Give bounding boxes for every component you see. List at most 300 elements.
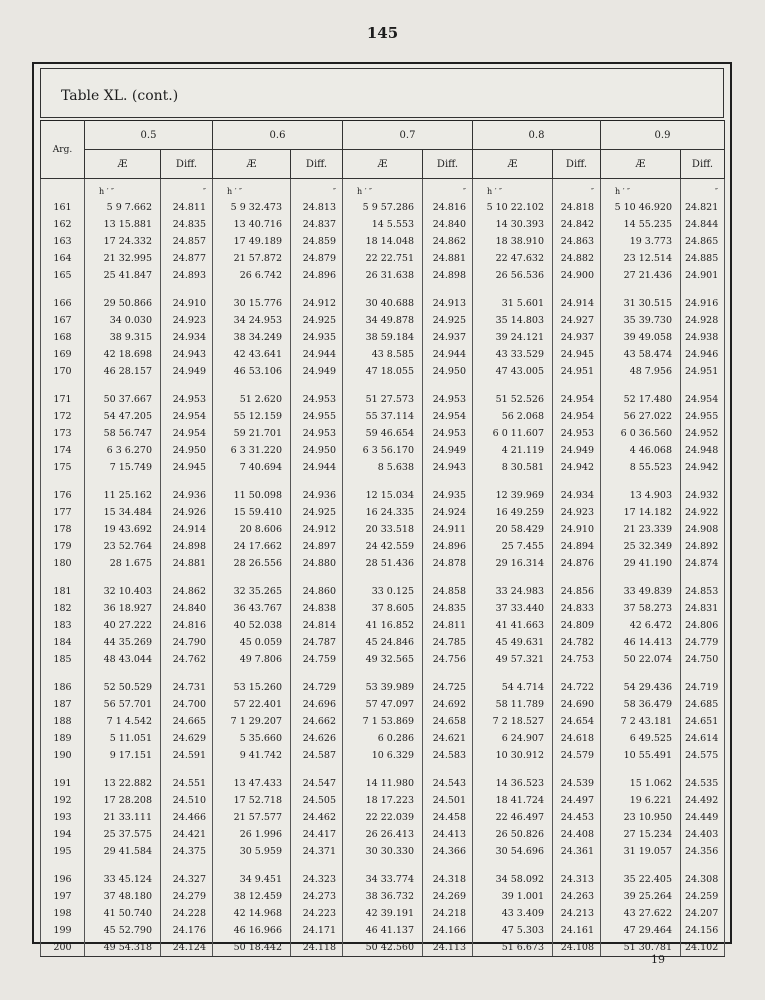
spacer-cell (161, 572, 213, 583)
diff-cell: 24.692 (423, 696, 473, 713)
spacer-cell (343, 764, 423, 775)
page-number: 145 (366, 24, 399, 42)
arg-cell: 188 (41, 713, 85, 730)
ar-cell: 6 24.907 (473, 730, 553, 747)
diff-cell: 24.497 (553, 792, 601, 809)
diff-cell: 24.937 (423, 329, 473, 346)
ephemeris-table (40, 120, 725, 957)
diff-cell: 24.935 (291, 329, 343, 346)
arg-cell: 184 (41, 634, 85, 651)
ar-cell: 41 16.852 (343, 617, 423, 634)
ar-cell: 27 21.436 (601, 267, 681, 284)
ar-cell: 40 27.222 (85, 617, 161, 634)
diff-cell: 24.453 (553, 809, 601, 826)
ar-cell: 34 33.774 (343, 871, 423, 888)
diff-cell: 24.916 (681, 295, 725, 312)
diff-cell: 24.269 (423, 888, 473, 905)
ar-cell: 32 35.265 (213, 583, 291, 600)
ar-header-3: Æ (473, 150, 553, 179)
diff-cell: 24.835 (423, 600, 473, 617)
diff-cell: 24.782 (553, 634, 601, 651)
spacer-cell (343, 284, 423, 295)
ar-cell: 17 52.718 (213, 792, 291, 809)
table-row (41, 555, 725, 572)
spacer-cell (423, 380, 473, 391)
diff-cell: 24.408 (553, 826, 601, 843)
spacer-cell (161, 380, 213, 391)
table-row (41, 312, 725, 329)
diff-cell: 24.910 (553, 521, 601, 538)
ar-cell: 58 36.479 (601, 696, 681, 713)
ar-cell: 18 17.223 (343, 792, 423, 809)
diff-cell: 24.725 (423, 679, 473, 696)
diff-cell: 24.938 (681, 329, 725, 346)
ar-cell: 23 52.764 (85, 538, 161, 555)
ar-cell: 15 59.410 (213, 504, 291, 521)
diff-cell: 24.885 (681, 250, 725, 267)
table-row (41, 905, 725, 922)
table-frame (32, 62, 732, 953)
table-row (41, 583, 725, 600)
ar-cell: 43 33.529 (473, 346, 553, 363)
spacer-cell (601, 572, 681, 583)
ar-cell: 7 2 18.527 (473, 713, 553, 730)
units-row (41, 179, 725, 200)
arg-cell: 181 (41, 583, 85, 600)
diff-cell: 24.912 (291, 521, 343, 538)
diff-cell: 24.809 (553, 617, 601, 634)
spacer-cell (681, 860, 725, 871)
spacer-cell (423, 476, 473, 487)
ar-cell: 35 39.730 (601, 312, 681, 329)
diff-cell: 24.874 (681, 555, 725, 572)
diff-cell: 24.953 (291, 425, 343, 442)
ar-cell: 41 50.740 (85, 905, 161, 922)
ar-cell: 40 52.038 (213, 617, 291, 634)
diff-cell: 24.913 (423, 295, 473, 312)
diff-cell: 24.551 (161, 775, 213, 792)
arg-cell: 170 (41, 363, 85, 380)
spacer-cell (343, 380, 423, 391)
ar-cell: 30 54.696 (473, 843, 553, 860)
diff-cell: 24.501 (423, 792, 473, 809)
spacer-cell (291, 860, 343, 871)
table-row (41, 267, 725, 284)
diff-cell: 24.945 (553, 346, 601, 363)
spacer-cell (473, 284, 553, 295)
arg-cell: 177 (41, 504, 85, 521)
diff-cell: 24.259 (681, 888, 725, 905)
arg-cell: 174 (41, 442, 85, 459)
diff-cell: 24.914 (553, 295, 601, 312)
diff-cell: 24.942 (681, 459, 725, 476)
diff-cell: 24.218 (423, 905, 473, 922)
ar-cell: 6 49.525 (601, 730, 681, 747)
ar-cell: 46 16.966 (213, 922, 291, 939)
diff-cell: 24.950 (161, 442, 213, 459)
ar-cell: 58 56.747 (85, 425, 161, 442)
diff-cell: 24.790 (161, 634, 213, 651)
ar-cell: 46 28.157 (85, 363, 161, 380)
diff-cell: 24.865 (681, 233, 725, 250)
diff-cell: 24.914 (161, 521, 213, 538)
spacer-cell (41, 572, 85, 583)
diff-cell: 24.893 (161, 267, 213, 284)
diff-cell: 24.696 (291, 696, 343, 713)
ar-cell: 55 12.159 (213, 408, 291, 425)
ar-cell: 14 36.523 (473, 775, 553, 792)
ar-cell: 14 30.393 (473, 216, 553, 233)
row-group-spacer (41, 860, 725, 871)
diff-cell: 24.814 (291, 617, 343, 634)
ar-cell: 26 26.413 (343, 826, 423, 843)
diff-cell: 24.816 (423, 199, 473, 216)
table-title-box (40, 68, 724, 118)
arg-cell: 197 (41, 888, 85, 905)
spacer-cell (213, 572, 291, 583)
units-ar-1: h ′ ″ (213, 179, 291, 200)
spacer-cell (473, 380, 553, 391)
ar-cell: 19 3.773 (601, 233, 681, 250)
ar-cell: 33 49.839 (601, 583, 681, 600)
diff-cell: 24.318 (423, 871, 473, 888)
diff-cell: 24.662 (291, 713, 343, 730)
ar-cell: 28 1.675 (85, 555, 161, 572)
ar-cell: 54 4.714 (473, 679, 553, 696)
diff-cell: 24.898 (423, 267, 473, 284)
diff-cell: 24.279 (161, 888, 213, 905)
spacer-cell (553, 380, 601, 391)
diff-cell: 24.166 (423, 922, 473, 939)
diff-cell: 24.492 (681, 792, 725, 809)
spacer-cell (291, 764, 343, 775)
table-row (41, 459, 725, 476)
diff-cell: 24.908 (681, 521, 725, 538)
diff-cell: 24.853 (681, 583, 725, 600)
ar-cell: 16 49.259 (473, 504, 553, 521)
diff-cell: 24.587 (291, 747, 343, 764)
diff-cell: 24.936 (291, 487, 343, 504)
ar-cell: 34 24.953 (213, 312, 291, 329)
spacer-cell (291, 380, 343, 391)
diff-cell: 24.948 (681, 442, 725, 459)
arg-cell: 196 (41, 871, 85, 888)
diff-cell: 24.923 (161, 312, 213, 329)
diff-cell: 24.862 (423, 233, 473, 250)
ar-cell: 43 58.474 (601, 346, 681, 363)
spacer-cell (473, 860, 553, 871)
ar-cell: 13 4.903 (601, 487, 681, 504)
diff-cell: 24.896 (291, 267, 343, 284)
units-ar-0: h ′ ″ (85, 179, 161, 200)
ar-cell: 31 5.601 (473, 295, 553, 312)
ar-cell: 4 46.068 (601, 442, 681, 459)
ar-cell: 43 3.409 (473, 905, 553, 922)
table-row (41, 504, 725, 521)
spacer-cell (161, 284, 213, 295)
diff-cell: 24.821 (681, 199, 725, 216)
ar-cell: 17 28.208 (85, 792, 161, 809)
ar-cell: 21 32.995 (85, 250, 161, 267)
diff-cell: 24.356 (681, 843, 725, 860)
ar-cell: 41 41.663 (473, 617, 553, 634)
table-row (41, 346, 725, 363)
diff-cell: 24.881 (161, 555, 213, 572)
ar-cell: 21 23.339 (601, 521, 681, 538)
diff-cell: 24.954 (161, 408, 213, 425)
ar-cell: 16 24.335 (343, 504, 423, 521)
ar-cell: 27 15.234 (601, 826, 681, 843)
ar-cell: 17 49.189 (213, 233, 291, 250)
table-row (41, 826, 725, 843)
ar-cell: 8 5.638 (343, 459, 423, 476)
ar-cell: 5 9 57.286 (343, 199, 423, 216)
diff-cell: 24.421 (161, 826, 213, 843)
diff-cell: 24.954 (423, 408, 473, 425)
table-row (41, 617, 725, 634)
ar-cell: 18 41.724 (473, 792, 553, 809)
diff-cell: 24.505 (291, 792, 343, 809)
arg-cell: 192 (41, 792, 85, 809)
ar-cell: 7 1 29.207 (213, 713, 291, 730)
ar-cell: 58 11.789 (473, 696, 553, 713)
ar-cell: 36 18.927 (85, 600, 161, 617)
spacer-cell (681, 380, 725, 391)
diff-cell: 24.835 (161, 216, 213, 233)
diff-cell: 24.838 (291, 600, 343, 617)
diff-cell: 24.458 (423, 809, 473, 826)
ar-cell: 30 15.776 (213, 295, 291, 312)
arg-cell: 198 (41, 905, 85, 922)
ar-cell: 45 24.846 (343, 634, 423, 651)
ar-cell: 42 39.191 (343, 905, 423, 922)
diff-cell: 24.897 (291, 538, 343, 555)
diff-cell: 24.863 (553, 233, 601, 250)
diff-cell: 24.944 (291, 346, 343, 363)
diff-cell: 24.936 (161, 487, 213, 504)
ar-cell: 59 46.654 (343, 425, 423, 442)
arg-cell: 164 (41, 250, 85, 267)
diff-cell: 24.857 (161, 233, 213, 250)
row-group-spacer (41, 284, 725, 295)
ar-cell: 32 10.403 (85, 583, 161, 600)
ar-cell: 51 52.526 (473, 391, 553, 408)
arg-cell: 199 (41, 922, 85, 939)
spacer-cell (343, 572, 423, 583)
spacer-cell (681, 668, 725, 679)
spacer-cell (41, 476, 85, 487)
diff-cell: 24.859 (291, 233, 343, 250)
spacer-cell (423, 572, 473, 583)
table-row (41, 792, 725, 809)
diff-cell: 24.654 (553, 713, 601, 730)
diff-cell: 24.953 (423, 391, 473, 408)
diff-cell: 24.466 (161, 809, 213, 826)
diff-cell: 24.818 (553, 199, 601, 216)
spacer-cell (423, 764, 473, 775)
diff-cell: 24.651 (681, 713, 725, 730)
ar-cell: 38 12.459 (213, 888, 291, 905)
diff-cell: 24.934 (553, 487, 601, 504)
table-row (41, 295, 725, 312)
spacer-cell (681, 764, 725, 775)
ar-cell: 14 55.235 (601, 216, 681, 233)
spacer-cell (553, 572, 601, 583)
table-row (41, 487, 725, 504)
ar-cell: 9 17.151 (85, 747, 161, 764)
diff-cell: 24.954 (553, 391, 601, 408)
table-row (41, 747, 725, 764)
diff-cell: 24.113 (423, 939, 473, 957)
diff-cell: 24.223 (291, 905, 343, 922)
ar-cell: 30 30.330 (343, 843, 423, 860)
diff-cell: 24.953 (423, 425, 473, 442)
ar-cell: 8 55.523 (601, 459, 681, 476)
table-row (41, 730, 725, 747)
spacer-cell (601, 380, 681, 391)
spacer-cell (41, 860, 85, 871)
table-row (41, 408, 725, 425)
diff-cell: 24.880 (291, 555, 343, 572)
diff-cell: 24.375 (161, 843, 213, 860)
ar-cell: 6 0 11.607 (473, 425, 553, 442)
spacer-cell (213, 860, 291, 871)
diff-cell: 24.108 (553, 939, 601, 957)
diff-cell: 24.943 (423, 459, 473, 476)
ar-cell: 39 24.121 (473, 329, 553, 346)
table-row (41, 696, 725, 713)
diff-cell: 24.923 (553, 504, 601, 521)
ar-cell: 22 46.497 (473, 809, 553, 826)
ar-cell: 7 40.694 (213, 459, 291, 476)
diff-cell: 24.658 (423, 713, 473, 730)
table-row (41, 329, 725, 346)
diff-cell: 24.860 (291, 583, 343, 600)
ar-cell: 50 42.560 (343, 939, 423, 957)
ar-header-0: Æ (85, 150, 161, 179)
ar-cell: 13 40.716 (213, 216, 291, 233)
table-row (41, 233, 725, 250)
diff-cell: 24.510 (161, 792, 213, 809)
diff-cell: 24.626 (291, 730, 343, 747)
ar-cell: 57 22.401 (213, 696, 291, 713)
ar-cell: 35 14.803 (473, 312, 553, 329)
diff-cell: 24.944 (423, 346, 473, 363)
table-row (41, 888, 725, 905)
diff-cell: 24.371 (291, 843, 343, 860)
diff-cell: 24.901 (681, 267, 725, 284)
diff-cell: 24.156 (681, 922, 725, 939)
ar-cell: 51 30.781 (601, 939, 681, 957)
spacer-cell (161, 476, 213, 487)
ar-cell: 39 1.001 (473, 888, 553, 905)
ar-cell: 5 11.051 (85, 730, 161, 747)
spacer-cell (213, 380, 291, 391)
ar-cell: 47 5.303 (473, 922, 553, 939)
diff-cell: 24.811 (161, 199, 213, 216)
diff-cell: 24.361 (553, 843, 601, 860)
diff-cell: 24.840 (423, 216, 473, 233)
ar-cell: 10 6.329 (343, 747, 423, 764)
spacer-cell (213, 476, 291, 487)
spacer-cell (85, 380, 161, 391)
diff-cell: 24.858 (423, 583, 473, 600)
ar-cell: 45 49.631 (473, 634, 553, 651)
arg-cell: 191 (41, 775, 85, 792)
ar-cell: 23 12.514 (601, 250, 681, 267)
ar-cell: 6 3 31.220 (213, 442, 291, 459)
diff-cell: 24.535 (681, 775, 725, 792)
table-row (41, 775, 725, 792)
spacer-cell (343, 668, 423, 679)
table-row (41, 425, 725, 442)
ar-cell: 20 8.606 (213, 521, 291, 538)
table-row (41, 250, 725, 267)
ar-cell: 42 6.472 (601, 617, 681, 634)
diff-cell: 24.955 (681, 408, 725, 425)
diff-cell: 24.811 (423, 617, 473, 634)
ar-cell: 35 22.405 (601, 871, 681, 888)
spacer-cell (85, 572, 161, 583)
ar-cell: 50 37.667 (85, 391, 161, 408)
diff-cell: 24.922 (681, 504, 725, 521)
ar-cell: 10 55.491 (601, 747, 681, 764)
ar-header-4: Æ (601, 150, 681, 179)
ar-cell: 49 32.565 (343, 651, 423, 668)
ar-cell: 30 40.688 (343, 295, 423, 312)
diff-cell: 24.806 (681, 617, 725, 634)
ar-cell: 14 5.553 (343, 216, 423, 233)
diff-cell: 24.413 (423, 826, 473, 843)
diff-cell: 24.759 (291, 651, 343, 668)
diff-cell: 24.844 (681, 216, 725, 233)
ar-cell: 26 50.826 (473, 826, 553, 843)
diff-cell: 24.263 (553, 888, 601, 905)
spacer-cell (85, 476, 161, 487)
diff-cell: 24.722 (553, 679, 601, 696)
diff-cell: 24.787 (291, 634, 343, 651)
arg-cell: 166 (41, 295, 85, 312)
spacer-cell (213, 668, 291, 679)
diff-cell: 24.779 (681, 634, 725, 651)
ar-cell: 52 17.480 (601, 391, 681, 408)
diff-cell: 24.417 (291, 826, 343, 843)
diff-cell: 24.228 (161, 905, 213, 922)
ar-cell: 18 14.048 (343, 233, 423, 250)
table-row (41, 634, 725, 651)
spacer-cell (473, 764, 553, 775)
ar-cell: 5 9 32.473 (213, 199, 291, 216)
diff-cell: 24.124 (161, 939, 213, 957)
table-row (41, 216, 725, 233)
arg-cell: 186 (41, 679, 85, 696)
diff-cell: 24.879 (291, 250, 343, 267)
arg-cell: 195 (41, 843, 85, 860)
diff-cell: 24.925 (291, 312, 343, 329)
table-row (41, 363, 725, 380)
units-ar-3: h ′ ″ (473, 179, 553, 200)
ar-cell: 5 10 22.102 (473, 199, 553, 216)
diff-cell: 24.896 (423, 538, 473, 555)
units-diff-2: ″ (423, 179, 473, 200)
diff-cell: 24.910 (161, 295, 213, 312)
table-row (41, 679, 725, 696)
spacer-cell (681, 284, 725, 295)
table-row (41, 713, 725, 730)
ar-cell: 38 36.732 (343, 888, 423, 905)
table-row (41, 809, 725, 826)
ar-cell: 20 58.429 (473, 521, 553, 538)
